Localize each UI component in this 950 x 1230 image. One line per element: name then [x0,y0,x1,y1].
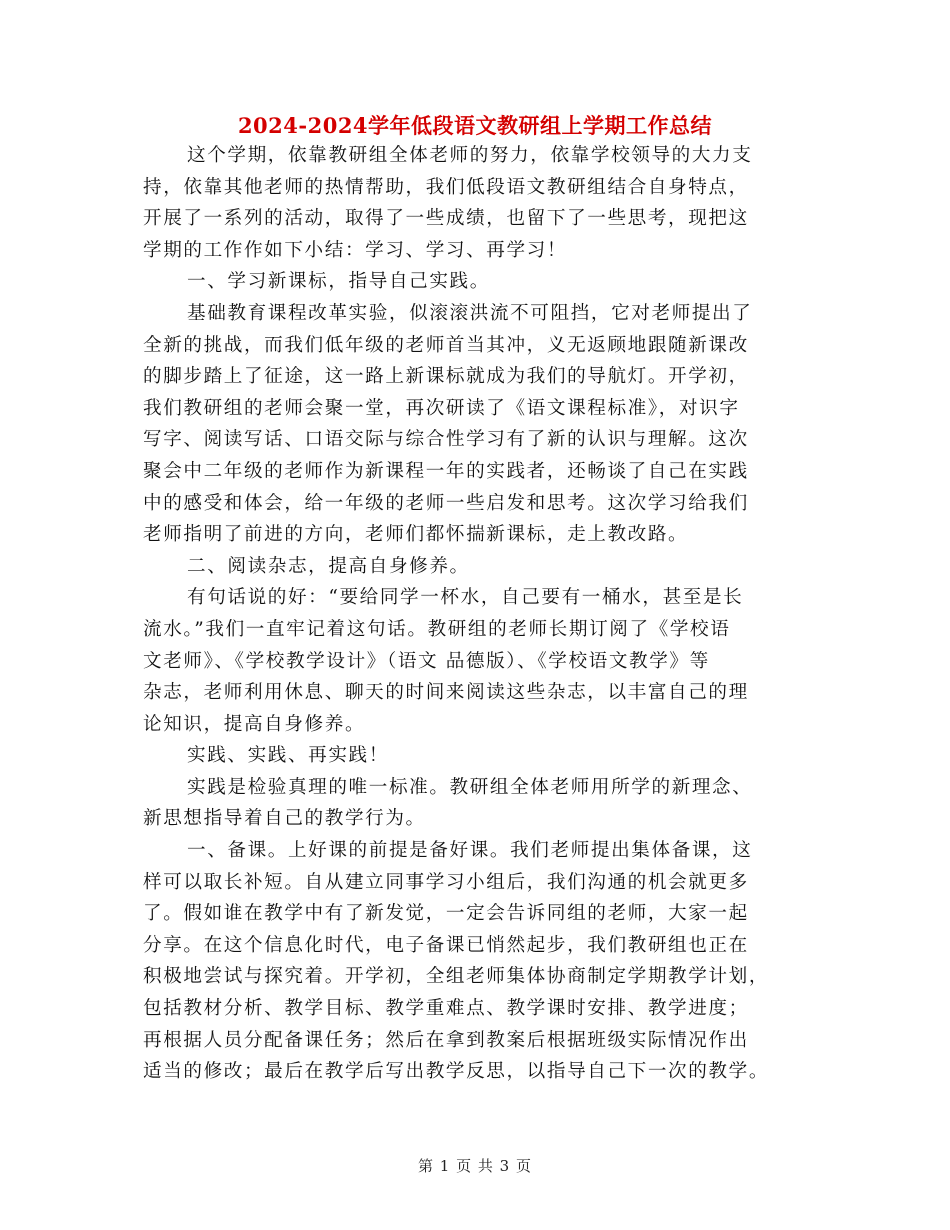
text-line: 再根据人员分配备课任务；然后在拿到教案后根据班级实际情况作出 [143,1029,749,1051]
text-line: 老师指明了前进的方向，老师们都怀揣新课标，走上教改路。 [143,524,689,546]
text-line: 杂志，老师利用休息、聊天的时间来阅读这些杂志，以丰富自己的理 [143,682,749,704]
text-line: 写字、阅读写话、口语交际与综合性学习有了新的认识与理解。这次 [143,429,749,451]
text-line: 一、学习新课标，指导自己实践。 [187,271,490,293]
text-line: 学期的工作作如下小结：学习、学习、再学习！ [143,239,568,261]
text-line: 包括教材分析、教学目标、教学重难点、教学课时安排、教学进度； [143,998,749,1020]
text-line: 聚会中二年级的老师作为新课程一年的实践者，还畅谈了自己在实践 [143,460,749,482]
text-line: 论知识，提高自身修养。 [143,713,366,735]
text-line: 这个学期，依靠教研组全体老师的努力，依靠学校领导的大力支 [187,145,753,166]
text-line: 了。假如谁在教学中有了新发觉，一定会告诉同组的老师，大家一起 [143,903,749,925]
text-line: 文老师》、《学校教学设计》（语文 品德版）、《学校语文教学》等 [143,650,710,672]
text-line: 二、阅读杂志，提高自身修养。 [187,555,470,577]
text-line: 中的感受和体会，给一年级的老师一些启发和思考。这次学习给我们 [143,492,749,514]
text-line: 适当的修改；最后在教学后写出教学反思，以指导自己下一次的教学。 [143,1061,770,1083]
text-line: 我们教研组的老师会聚一堂，再次研读了《语文课程标准》，对识字 [143,397,740,419]
text-line: 实践、实践、再实践！ [187,745,389,767]
text-line: 分享。在这个信息化时代，电子备课已悄然起步，我们教研组也正在 [143,934,749,956]
text-line: 实践是检验真理的唯一标准。教研组全体老师用所学的新理念、 [187,776,753,798]
text-line: 基础教育课程改革实验，似滚滚洪流不可阻挡，它对老师提出了 [187,302,753,324]
text-line: 的脚步踏上了征途，这一路上新课标就成为我们的导航灯。开学初， [143,366,749,388]
document-body [143,140,808,1088]
page-footer: 第 1 页 共 3 页 [418,1157,532,1175]
text-line: 开展了一系列的活动，取得了一些成绩，也留下了一些思考，现把这 [143,208,749,230]
text-line: 新思想指导着自己的教学行为。 [143,808,426,830]
text-line: 一、备课。上好课的前提是备好课。我们老师提出集体备课，这 [187,840,753,862]
text-line: 持，依靠其他老师的热情帮助，我们低段语文教研组结合自身特点， [143,176,749,198]
text-line: 全新的挑战，而我们低年级的老师首当其冲，义无返顾地跟随新课改 [143,334,749,356]
document-title: 2024-2024学年低段语文教研组上学期工作总结 [237,113,713,138]
text-line: 样可以取长补短。自从建立同事学习小组后，我们沟通的机会就更多 [143,871,749,893]
text-line: 流水。”我们一直牢记着这句话。教研组的老师长期订阅了《学校语 [143,618,731,640]
text-line: 积极地尝试与探究着。开学初，全组老师集体协商制定学期教学计划， [143,966,770,988]
text-line: 有句话说的好：“要给同学一杯水，自己要有一桶水，甚至是长 [187,587,744,609]
